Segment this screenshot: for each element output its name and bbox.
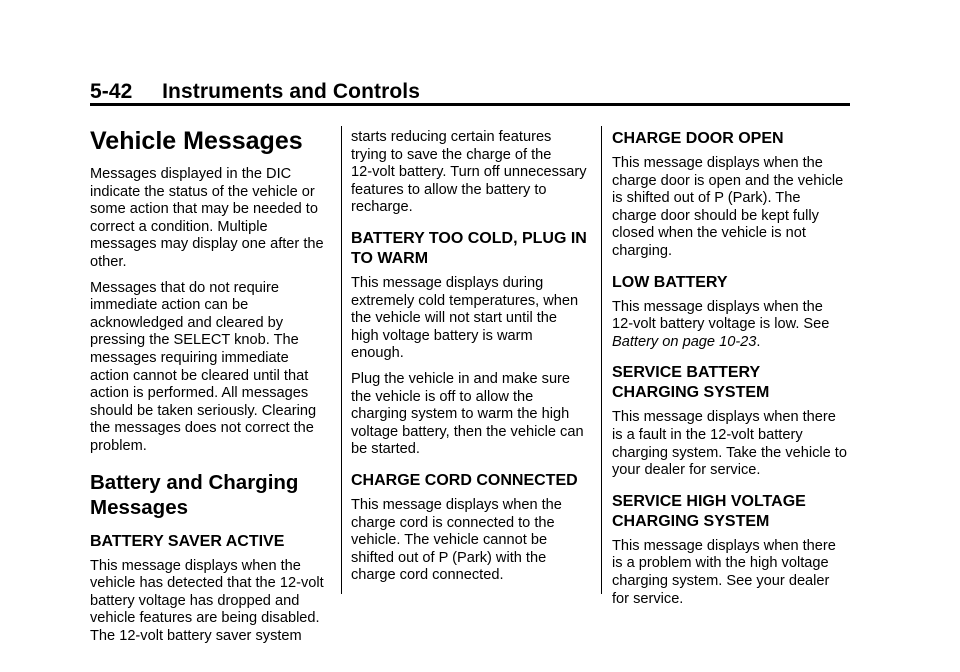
text-line: closed when the vehicle is not [612,225,806,242]
text-line: charge cord connected. [351,567,504,584]
page-title: Vehicle Messages [90,127,303,155]
message-title-line: TO WARM [351,249,429,267]
text-line: This message displays when the [351,496,562,513]
text-line: action is performed. All messages [90,385,309,402]
text-line: Plug the vehicle in and make sure [351,370,571,387]
text-punctuation: . [756,333,761,350]
message-text-service-high-voltage [612,538,854,608]
column-3 [612,121,854,616]
text-line: action cannot be cleared until that [90,367,309,384]
message-text-service-battery-charging [612,409,854,479]
intro-paragraph-1 [90,166,332,272]
text-line: voltage battery, then the vehicle can [351,423,584,440]
text-line: charging. [612,242,673,259]
text-line: 12-volt battery voltage is low. See [612,316,830,333]
text-line: trying to save the charge of the [351,146,552,163]
message-text-charge-door-open [612,155,854,261]
text-line: is shifted out of P (Park). The [612,190,801,207]
text-line: immediate action can be [90,297,249,314]
text-line: charging system to warm the high [351,406,570,423]
text-line: acknowledged and cleared by [90,314,284,331]
text-line: vehicle has detected that the 12-volt [90,575,324,592]
message-title-line: SERVICE HIGH VOLTAGE [612,492,806,510]
section-heading-line: Battery and Charging [90,470,299,494]
text-line: The 12-volt battery saver system [90,627,302,644]
text-line: starts reducing certain features [351,129,552,145]
text-line: recharge. [351,199,413,216]
message-title-service-high-voltage [612,492,854,532]
message-title-charge-door-open: CHARGE DOOR OPEN [612,130,784,147]
text-line: your dealer for service. [612,462,761,479]
text-line: 12-volt battery. Turn off unnecessary [351,164,587,181]
text-line: the vehicle is off to allow the [351,388,534,405]
message-text-battery-too-cold-1 [351,275,593,363]
text-line: Messages displayed in the DIC [90,166,292,182]
text-line: charge door should be kept fully [612,207,819,224]
message-text-battery-saver-active [90,558,332,646]
text-line: vehicle. The vehicle cannot be [351,532,548,549]
message-title-charge-cord-connected: CHARGE CORD CONNECTED [351,471,578,489]
column-divider-1 [341,126,342,594]
section-heading [90,470,332,520]
text-line: charging system. See your dealer [612,572,830,589]
text-line: for service. [612,590,684,607]
text-line: is a problem with the high voltage [612,555,829,572]
text-line: problem. [90,437,147,454]
text-line: should be taken seriously. Clearing [90,402,317,419]
text-line: charge cord is connected to the [351,514,555,531]
text-line: the messages does not correct the [90,420,314,437]
text-line: battery voltage has dropped and [90,592,300,609]
column-divider-2 [601,126,602,594]
text-line: enough. [351,345,404,362]
text-line: shifted out of P (Park) with the [351,549,547,566]
text-line: extremely cold temperatures, when [351,292,579,309]
text-line: This message displays during [351,274,544,291]
message-text-battery-too-cold-2 [351,371,593,459]
message-title-line: CHARGING SYSTEM [612,384,770,402]
text-line: the vehicle will not start until the [351,310,558,327]
column-2 [351,129,593,593]
text-line: indicate the status of the vehicle or [90,183,315,200]
message-title-low-battery: LOW BATTERY [612,273,728,291]
text-line: Messages that do not require [90,279,280,296]
text-line: is a fault in the 12-volt battery [612,426,803,443]
text-line: be started. [351,441,420,458]
header-rule [90,103,850,106]
text-line: vehicle features are being disabled. [90,610,320,627]
message-title-battery-saver-active: BATTERY SAVER ACTIVE [90,532,285,550]
text-line: high voltage battery is warm [351,327,533,344]
cross-reference-link[interactable]: Battery on page 10-23 [612,333,757,350]
text-line: pressing the SELECT knob. The [90,332,299,349]
text-line: other. [90,253,127,270]
text-line: This message displays when the [612,155,823,171]
intro-paragraph-2 [90,280,332,456]
text-line: correct a condition. Multiple [90,218,268,235]
text-line: This message displays when the [612,298,823,315]
text-line [612,334,854,352]
message-title-battery-too-cold [351,229,593,269]
page-header-title: 5-42 Instruments and Controls [90,80,421,103]
text-line: This message displays when there [612,409,836,426]
text-line: messages requiring immediate [90,349,289,366]
message-title-line: BATTERY TOO COLD, PLUG IN [351,229,587,247]
text-line: This message displays when there [612,537,836,554]
text-line: charge door is open and the vehicle [612,172,844,189]
column-1 [90,118,332,653]
text-line: This message displays when the [90,557,301,574]
text-line: charging system. Take the vehicle to [612,444,847,461]
message-text-low-battery [612,299,854,352]
text-line: some action that may be needed to [90,201,318,218]
text-line: messages may display one after the [90,236,324,253]
continued-text [351,129,593,217]
section-heading-line: Messages [90,495,189,519]
text-line: features to allow the battery to [351,181,547,198]
message-title-line: CHARGING SYSTEM [612,512,770,530]
message-title-line: SERVICE BATTERY [612,364,761,382]
message-title-service-battery-charging [612,363,854,403]
message-text-charge-cord-connected [351,497,593,585]
